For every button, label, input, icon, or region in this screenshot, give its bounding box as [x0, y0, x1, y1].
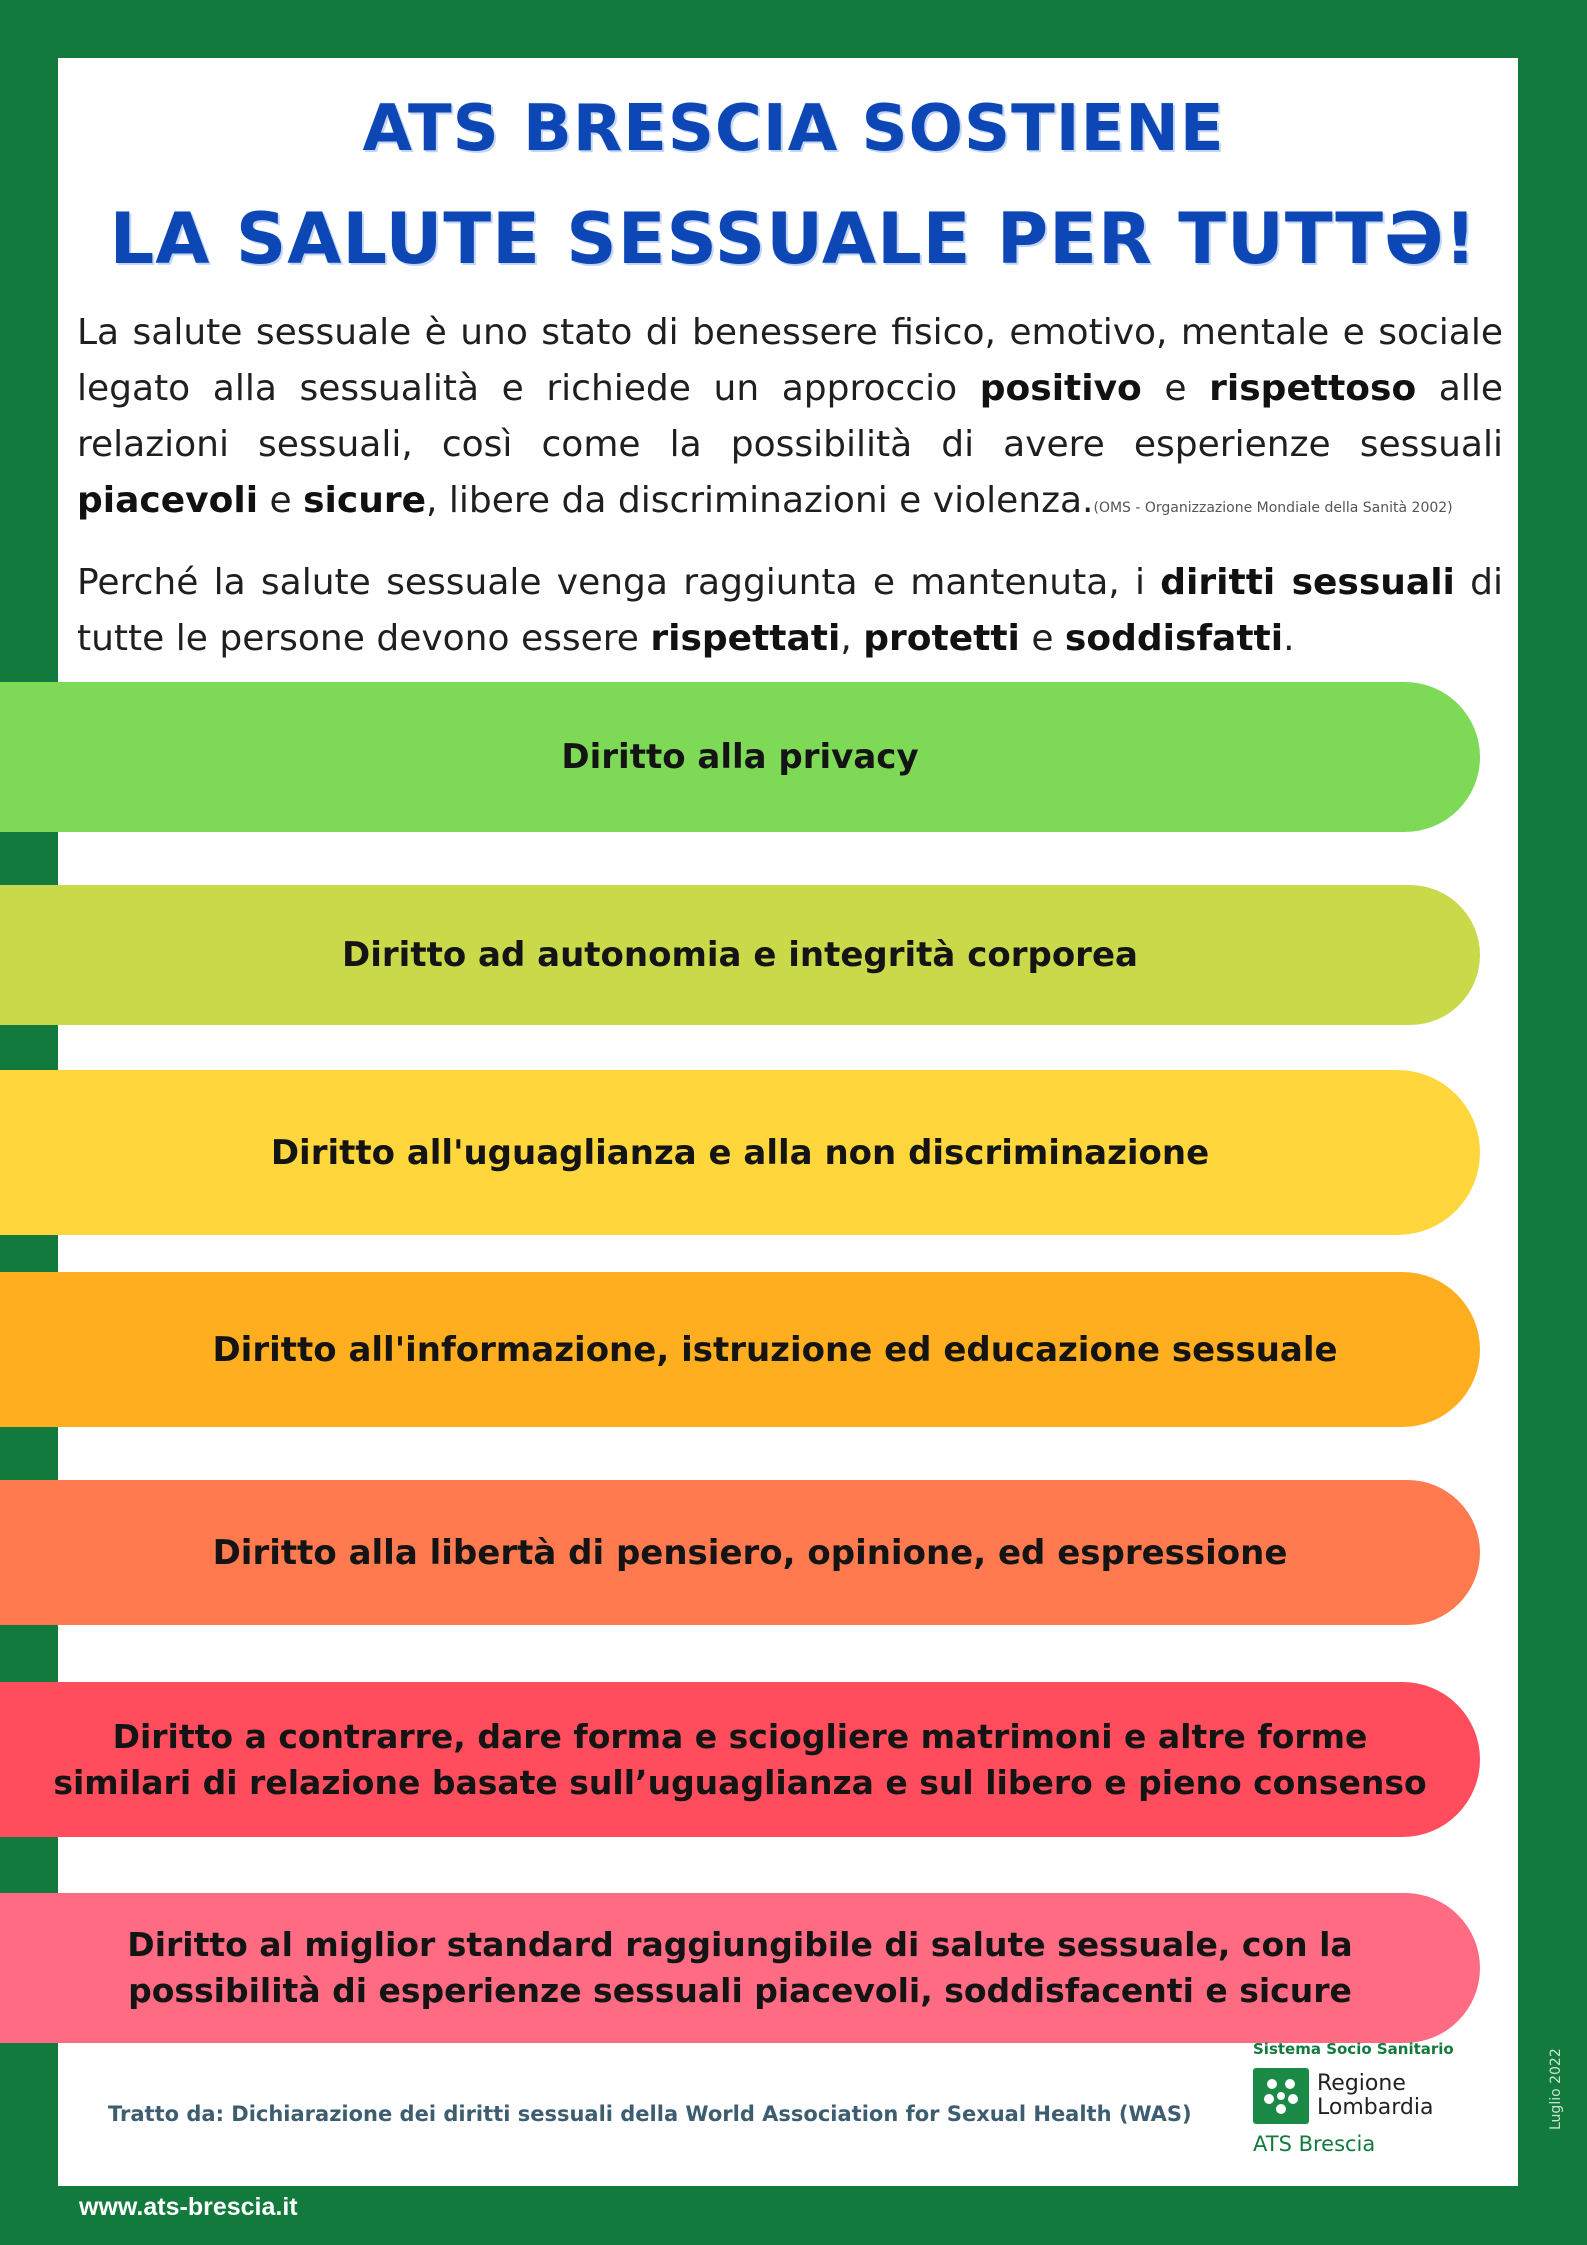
title-line-2: LA SALUTE SESSUALE PER TUTTƏ!: [109, 198, 1478, 280]
title-line-1: ATS BRESCIA SOSTIENE: [362, 92, 1225, 166]
source-note: Tratto da: Dichiarazione dei diritti sessuali della World Association for Sexual Health (WAS): [108, 2102, 1192, 2126]
right-label: Diritto all'informazione, istruzione ed educazione sessuale: [212, 1329, 1338, 1370]
right-stripe-information: [0, 1272, 1480, 1427]
right-label: Diritto a contrarre, dare forma e sciogliere matrimoni e altre forme similari di relazione basate sull’uguaglianza e sul libero e pieno consenso: [53, 1716, 1427, 1802]
right-label: Diritto alla libertà di pensiero, opinione, ed espressione: [212, 1532, 1288, 1573]
regione-lombardia-rose-icon: [1253, 2068, 1309, 2124]
logo-mark: [1253, 2068, 1453, 2124]
intro-paragraph-1: La salute sessuale è uno stato di benessere fisico, emotivo, mentale e sociale legato alla sessualità e richiede un approccio positivo e rispettoso alle relazioni sessuali, così come la possibilità di avere esperienze sessuali piacevoli e sicure, libere da discriminazioni e violenza.(OMS - Organizzazione Mondiale della Sanità 2002): [77, 312, 1503, 521]
right-label: Diritto ad autonomia e integrità corporea: [342, 935, 1138, 975]
publication-date: Luglio 2022: [1548, 2048, 1564, 2130]
right-stripe-privacy: [0, 682, 1480, 832]
logo-name: Regione Lombardia: [1317, 2071, 1434, 2120]
logo-top-text: Sistema Socio Sanitario: [1253, 2040, 1454, 2058]
logo-ats-text: ATS Brescia: [1253, 2132, 1376, 2156]
right-stripe-autonomy: [0, 885, 1480, 1025]
citation: (OMS - Organizzazione Mondiale della Sanità 2002): [1093, 500, 1453, 516]
right-stripe-marriage: [0, 1682, 1480, 1837]
intro-paragraph-2: Perché la salute sessuale venga raggiunta e mantenuta, i diritti sessuali di tutte le persone devono essere rispettati, protetti e soddisfatti.: [77, 562, 1504, 659]
right-label: Diritto alla privacy: [561, 737, 919, 777]
website-link[interactable]: www.ats-brescia.it: [79, 2193, 298, 2221]
right-stripe-health-standard: [0, 1893, 1480, 2043]
right-label: Diritto al miglior standard raggiungibile di salute sessuale, con la possibilità di esperienze sessuali piacevoli, soddisfacenti e sicure: [127, 1925, 1353, 2010]
right-stripe-freedom: [0, 1480, 1480, 1625]
regione-lombardia-logo: [1253, 2040, 1453, 2156]
right-stripe-equality: [0, 1070, 1480, 1235]
right-label: Diritto all'uguaglianza e alla non discriminazione: [270, 1132, 1210, 1173]
